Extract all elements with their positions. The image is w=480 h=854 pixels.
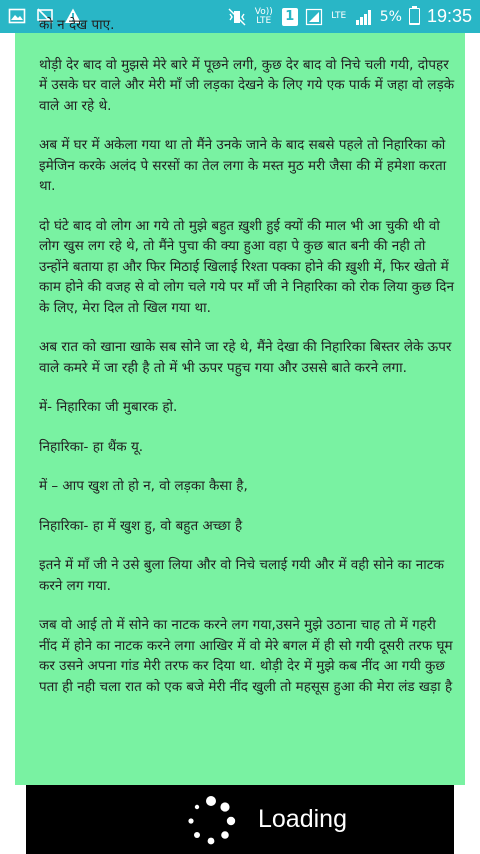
loading-overlay [26,785,454,854]
article-paragraph: दो घंटे बाद वो लोग आ गये तो मुझे बहुत ख़ुशी हुई क्यों की माल भी आ चुकी थी वो लोग खुस लग रहे थे, तो मैंने पुचा की क्या हुआ वहा पे कुछ बात बनी की नही तो उन्होंने बताया हा और फिर मिठाई खिलाई रिश्ता पक्का होने की ख़ुशी में, फिर खेतो में काम होने की वजह से वो लोग चले गये पर माँ जी ने निहारिका को रोक लिया कुछ दिन के लिए, मेरा दिल तो खिल गया था. [39,217,454,316]
article-paragraph: थोड़ी देर बाद वो मुझसे मेरे बारे में पूछने लगी, कुछ देर बाद वो निचे चली गयी, दोपहर में उसके घर वाले और मेरी माँ जी लड़का देखने के लिए गये एक पार्क में जहा वो लड़के वाले आ रहे थे. [39,56,455,114]
loading-label: Loading [258,805,347,833]
article-paragraph: को न देख पाए. [39,17,115,33]
sim-badge: 1 [282,8,298,26]
lte-indicator: LTE [331,11,347,21]
article-paragraph: में – आप खुश तो हो न, वो लड़का कैसा है, [39,478,248,494]
article-paragraph: इतने में माँ जी ने उसे बुला लिया और वो निचे चलाई गयी और में वही सोने का नाटक करने लग गया. [39,557,444,594]
article-paragraph: जब वो आई तो में सोने का नाटक करने लग गया,उसने मुझे उठाना चाह तो में गहरी नींद में होने का नाटक करने लगा आखिर में वो मेरे बगल में ही सो गयी दूसरी तरफ घूम कर उसने अपना गांड मेरी तरफ कर दिया था. थोड़ी देर में मुझे कब नींद आ गयी कुछ पता ही नही चला रात को एक बजे मेरी नींद खुली तो महसूस हुआ की मेरा लंड खड़ा है [39,617,453,695]
article-viewport[interactable] [0,17,480,785]
volte-indicator: Vo)) LTE [254,6,273,26]
clock: 19:35 [426,6,472,26]
article-paragraph: में- निहारिका जी मुबारक हो. [39,399,178,415]
loading-spinner-icon [185,795,237,847]
article-paragraph: अब रात को खाना खाके सब सोने जा रहे थे, मैंने देखा की निहारिका बिस्तर लेके ऊपर वाले कमरे में जा रही है तो में भी ऊपर पहुच गया और उससे बाते करने लगा. [39,339,452,376]
article-paragraph: निहारिका- हा में खुश हु, वो बहुत अच्छा है [39,517,243,534]
battery-percent: 5% [379,8,402,25]
article-body [39,15,457,716]
article-paragraph: निहारिका- हा थैंक यू. [39,438,144,455]
image-icon [8,7,26,25]
article-paragraph: अब में घर में अकेला गया था तो मैंने उनके जाने के बाद सबसे पहले तो निहारिका को इमेजिन करके अलंद पे सरसों का तेल लगा के मस्त मुठ मरी जैसा की में हमेशा करता था. [39,137,447,194]
article-panel [15,17,465,785]
